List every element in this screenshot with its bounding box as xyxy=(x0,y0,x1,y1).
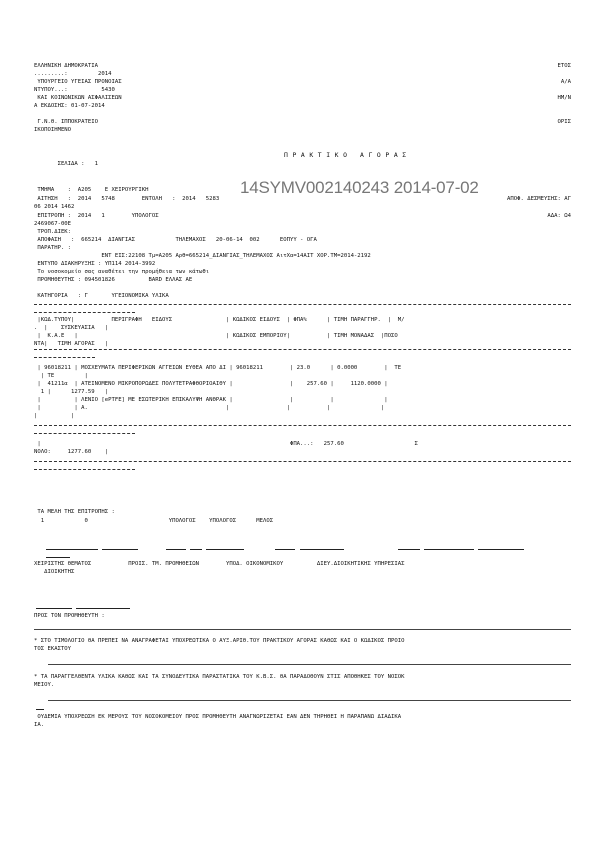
detail-supplier: ΠΡΟΜΗΘΕΥΤΗΣ : 094501826 BARD ΕΛΛΑΣ ΑΕ xyxy=(34,277,193,283)
note-liability: ΟΥΔΕΜΙΑ ΥΠΟΧΡΕΩΣΗ ΕΚ ΜΕΡΟΥΣ ΤΟΥ ΝΟΣΟΚΟΜΕΙΟΥ ΠΡΟΣ ΠΡΟΜΗΘΕΥΤΗ ΑΝΑΓΝΩΡΙΖΕΤΑΙ ΕΑΝ ΔΕΝ ΤΗΡΗΘΕΙ Η ΠΑΡΑΠΑΝΩ ΔΙΑΔΙΚΑ xyxy=(34,714,402,720)
header-issue-date: Α ΕΚΔΟΣΗΣ: 01-07-2014 xyxy=(34,103,105,109)
signature-line xyxy=(206,549,244,550)
header-form-number: ΝΤΥΠΟΥ...: 5430 xyxy=(34,87,115,93)
detail-request-cont: 06 2014 1462 xyxy=(34,204,75,210)
signature-line xyxy=(46,549,98,550)
note-invoice: * ΣΤΟ ΤΙΜΟΛΟΓΙΟ ΘΑ ΠΡΕΠΕΙ ΝΑ ΑΝΑΓΡΑΦΕΤΑΙ ΥΠΟΧΡΕΩΤΙΚΑ Ο ΑΥΞ.ΑΡΙΘ.ΤΟΥ ΠΡΑΚΤΙΚΟΥ ΑΓΟΡΑΣ ΚΑΘΩΣ ΚΑΙ Ο ΚΩΔΙΚΟΣ ΠΡΟΙΟ xyxy=(34,638,405,644)
signature-line xyxy=(398,549,420,550)
committee-title: ΤΑ ΜΕΛΗ ΤΗΣ ΕΠΙΤΡΟΠΗΣ : xyxy=(34,509,115,515)
table-row: 1 | 1277.59 | xyxy=(34,389,109,395)
table-header-row: |ΚΩΔ.ΤΥΠΟΥ| ΠΕΡΙΓΡΑΦΗ ΕΙΔΟΥΣ | ΚΩΔΙΚΟΣ ΕΙΔΟΥΣ | ΦΠΑ% | ΤΙΜΗ ΠΑΡΑΓΓΗΡ. | Μ/ xyxy=(34,317,405,323)
table-grand-total: ΝΟΛΟ: 1277.60 | xyxy=(34,449,109,455)
header-year: .........: 2014 xyxy=(34,71,112,77)
table-row: | | Α. | | | | xyxy=(34,405,385,411)
signature-line xyxy=(190,549,202,550)
table-header-row: . | ΣΥΣΚΕΥΑΣΙΑ | xyxy=(34,325,109,331)
signature-line xyxy=(36,608,72,609)
signature-line xyxy=(275,549,295,550)
table-header-row: | Κ.Α.Ε | | ΚΩΔΙΚΟΣ ΕΜΠΟΡΙΟΥ| | ΤΙΜΗ ΜΟΝΑΔΑΣ |ΠΟΣΟ xyxy=(34,333,398,339)
note-invoice-cont: ΤΟΣ ΕΚΑΣΤΟΥ xyxy=(34,646,72,652)
detail-commitment-decision: ΑΠΟΦ. ΔΕΣΜΕΥΣΗΣ: ΑΓ xyxy=(507,196,571,202)
table-header-row: ΝΤΑ| ΤΙΜΗ ΑΓΟΡΑΣ | xyxy=(34,341,109,347)
table-divider xyxy=(34,433,135,434)
detail-assignment-note: Το νοσοκομείο σας αναθέτει την προμήθεια των κάτωθι xyxy=(34,269,210,275)
note-liability-cont: ΙΑ. xyxy=(34,722,45,728)
signature-line xyxy=(46,557,70,558)
table-category: ΚΑΤΗΓΟΡΙΑ : Γ ΥΓΕΙΟΝΟΜΙΚΑ ΥΛΙΚΑ xyxy=(34,293,169,299)
detail-committee: ΕΠΙΤΡΟΠΗ : 2014 1 ΥΠΟΛΟΓΟΣ xyxy=(34,213,159,219)
detail-remarks: ΠΑΡΑΤΗΡ. : xyxy=(34,245,72,251)
table-row: | | ΛΕΝΙΟ [ePTFE] ΜΕ ΕΣΩΤΕΡΙΚΗ ΕΠΙΚΑΛΥΨΗ ΑΝΘΡΑΚ | | | | xyxy=(34,397,388,403)
notes-divider xyxy=(34,629,571,630)
signature-line xyxy=(424,549,474,550)
table-divider xyxy=(34,357,95,358)
signature-line xyxy=(300,549,344,550)
signature-line xyxy=(166,549,186,550)
note-delivery: * ΤΑ ΠΑΡΑΓΓΕΛΘΕΝΤΑ ΥΛΙΚΑ ΚΑΘΩΣ ΚΑΙ ΤΑ ΣΥΝΟΔΕΥΤΙΚΑ ΠΑΡΑΣΤΑΤΙΚΑ ΤΟΥ Κ.Β.Σ. ΘΑ ΠΑΡΑΔΟΘΟΥΝ ΣΤΙΣ ΑΠΟΘΗΚΕΣ ΤΟΥ ΝΟΣΟΚ xyxy=(34,674,405,680)
table-divider xyxy=(34,304,571,305)
detail-procurement-method: ΤΡΟΠ.ΔΙΕΚ: xyxy=(34,229,72,235)
table-row: | ΤΕ | xyxy=(34,373,88,379)
detail-request: ΑΙΤΗΣΗ : 2014 5748 ΕΝΤΟΛΗ : 2014 5283 xyxy=(34,196,220,202)
notes-divider xyxy=(36,709,44,710)
header-aa-label: Α/Α xyxy=(560,79,571,85)
detail-ada-cont: 2469067-00Ε xyxy=(34,221,72,227)
page-number: ΣΕΛΙΔΑ : 1 xyxy=(34,161,98,167)
detail-tender-form: ΕΝΤΥΠΟ ΔΙΑΚΗΡΥΞΗΣ : ΥΠ114 2014-3992 xyxy=(34,261,156,267)
signature-director: ΔΙΟΙΚΗΤΗΣ xyxy=(34,569,75,575)
header-country: ΕΛΛΗΝΙΚΗ ΔΗΜΟΚΡΑΤΙΑ xyxy=(34,63,98,69)
signature-line xyxy=(102,549,138,550)
diavgeia-stamp: 14SYMV002140243 2014-07-02 xyxy=(240,178,479,197)
notes-divider xyxy=(48,700,571,701)
note-delivery-cont: ΜΕΙΟΥ. xyxy=(34,682,55,688)
table-row: | 41211α | ΑΤΕΙΝΟΜΕΝΟ ΜΙΚΡΟΠΟΡΩΔΕΣ ΠΟΛΥΤΕΤΡΑΦΘΟΡΙΟΑΙΘΥ | | 257.60 | 1120.0000 | xyxy=(34,381,388,387)
header-hospital: Γ.Ν.Θ. ΙΠΠΟΚΡΑΤΕΙΟ xyxy=(34,119,98,125)
signature-titles: ΧΕΙΡΙΣΤΗΣ ΘΕΜΑΤΟΣ ΠΡΟΙΣ. ΤΜ. ΠΡΟΜΗΘΕΙΩΝ ΥΠΟΔ. ΟΙΚΟΝΟΜΙΚΟΥ ΔΙΕΥ.ΔΙΟΙΚΗΤΙΚΗΣ ΥΠΗΡΕΣΙΑΣ xyxy=(34,561,405,567)
detail-department: ΤΜΗΜΑ : Α205 Ε ΧΕΙΡΟΥΡΓΙΚΗ xyxy=(34,187,149,193)
signature-line xyxy=(478,549,524,550)
detail-entry-line: ΕΝΤ ΕΙΣ:22108 Τμ=Α205 Αρθ=665214_ΔΙΑΝΓΙΑΣ_ΤΗΛΕΜΑΧΟΣ ΑιτΧα=14ΑΙΤ ΧΟΡ.ΤΜ=2014-2192 xyxy=(34,253,371,259)
header-final-cont: ΙΚΟΠΟΙΗΜΕΝΟ xyxy=(34,127,72,133)
header-ministry-cont: ΚΑΙ ΚΟΙΝΩΝΙΚΩΝ ΑΣΦΑΛΙΣΕΩΝ xyxy=(34,95,122,101)
signature-line xyxy=(76,608,130,609)
header-date-label: ΗΜ/Ν xyxy=(557,95,571,101)
detail-ada: ΑΔΑ: Ω4 xyxy=(547,213,571,219)
table-divider xyxy=(34,425,571,426)
table-divider xyxy=(34,349,571,350)
table-divider xyxy=(34,469,135,470)
table-divider xyxy=(34,461,571,462)
notes-divider xyxy=(48,664,571,665)
header-year-label: ΕΤΟΣ xyxy=(557,63,571,69)
table-divider xyxy=(34,312,135,313)
supplier-label: ΠΡΟΣ ΤΟΝ ΠΡΟΜΗΘΕΥΤΗ : xyxy=(34,613,105,619)
header-ministry: ΥΠΟΥΡΓΕΙΟ ΥΓΕΙΑΣ ΠΡΟΝΟΙΑΣ xyxy=(34,79,122,85)
table-row-spacer: | | xyxy=(34,413,75,419)
table-vat-total: | ΦΠΑ...: 257.60 Σ xyxy=(34,441,418,447)
header-final-label: ΟΡΙΣ xyxy=(557,119,571,125)
committee-members: 1 0 ΥΠΟΛΟΓΟΣ ΥΠΟΛΟΓΟΣ ΜΕΛΟΣ xyxy=(34,518,274,524)
document-title: ΠΡΑΚΤΙΚΟ ΑΓΟΡΑΣ xyxy=(284,151,411,159)
detail-decision: ΑΠΟΦΑΣΗ : 665214 ΔΙΑΝΓΙΑΣ ΤΗΛΕΜΑΧΟΣ 20-06-14 002 ΕΟΠΥΥ - ΟΓΑ xyxy=(34,237,317,243)
table-row: | 96018211 | ΜΟΣΧΕΥΜΑΤΑ ΠΕΡΙΦΕΡΙΚΩΝ ΑΓΓΕΙΩΝ ΕΥΘΕΑ ΑΠΟ ΔΙ | 96018211 | 23.0 | 0.0000 | ΤΕ xyxy=(34,365,402,371)
